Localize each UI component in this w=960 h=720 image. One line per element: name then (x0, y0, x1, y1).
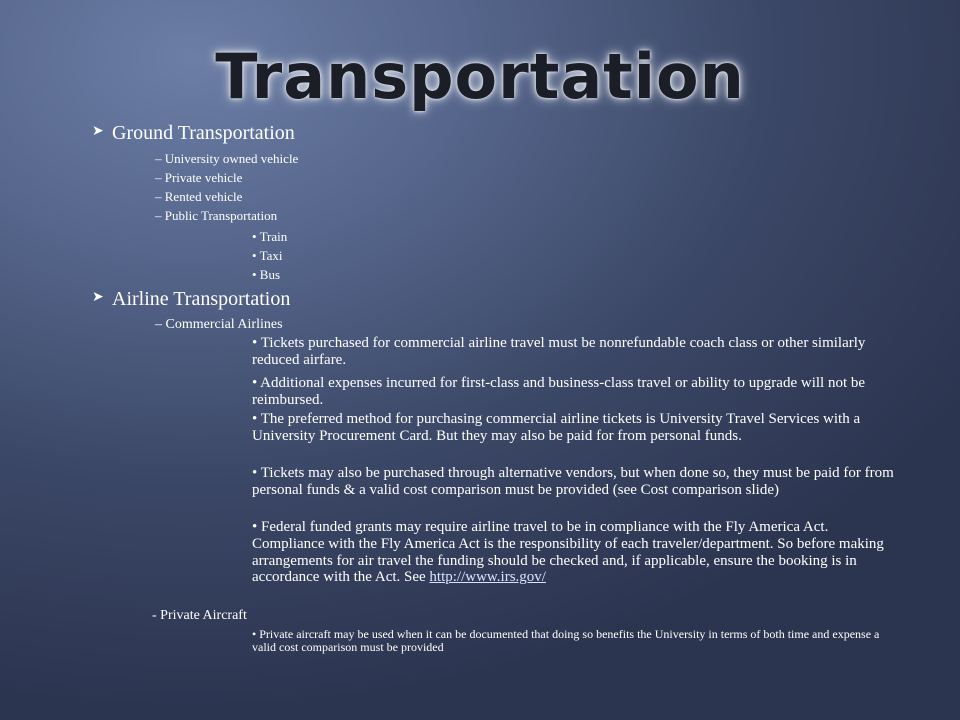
ground-item: – Public Transportation (155, 208, 278, 223)
public-item: • Train (252, 229, 288, 244)
ground-heading: Ground Transportation (112, 122, 295, 144)
arrow-bullet-icon: ➤ (92, 123, 104, 139)
public-item: • Taxi (252, 248, 283, 263)
bullet-ground-transportation (92, 122, 295, 144)
airline-heading: Airline Transportation (112, 288, 291, 310)
airline-point: • Additional expenses incurred for first-class and business-class travel or ability to upgrade will not be reimbursed. (252, 375, 866, 408)
ground-item: – Private vehicle (155, 170, 243, 185)
bullet-airline-transportation (92, 288, 291, 310)
irs-link[interactable]: http://www.irs.gov/ (429, 569, 546, 586)
fly-america-text: • Federal funded grants may require airline travel to be in compliance with the Fly America Act. Compliance with the Fly America Act is the responsibility of each traveler/department. So before making arrangements for air travel the funding should be checked and, if applicable, ensure the booking is in accordance with the Act. See (252, 519, 884, 586)
arrow-bullet-icon: ➤ (92, 289, 104, 305)
private-aircraft-point: • Private aircraft may be used when it can be documented that doing so benefits the University in terms of both time and expense a valid cost comparison must be provided (252, 627, 880, 655)
public-item: • Bus (252, 267, 281, 282)
airline-point: • Tickets may also be purchased through alternative vendors, but when done so, they must be paid for from personal funds & a valid cost comparison must be provided (see Cost comparison slide) (252, 465, 894, 498)
commercial-airlines-item: – Commercial Airlines (155, 317, 283, 332)
ground-item: – University owned vehicle (155, 151, 299, 166)
airline-point: • The preferred method for purchasing commercial airline tickets is University Travel Services with a University Procurement Card. But they may also be paid for from personal funds. (252, 411, 861, 444)
airline-point: • Tickets purchased for commercial airline travel must be nonrefundable coach class or other similarly reduced airfare. (252, 335, 866, 368)
private-aircraft-item: - Private Aircraft (152, 608, 247, 623)
slide-title: Transportation (215, 40, 745, 113)
ground-item: – Rented vehicle (155, 189, 243, 204)
airline-point-fly-america (252, 519, 904, 586)
